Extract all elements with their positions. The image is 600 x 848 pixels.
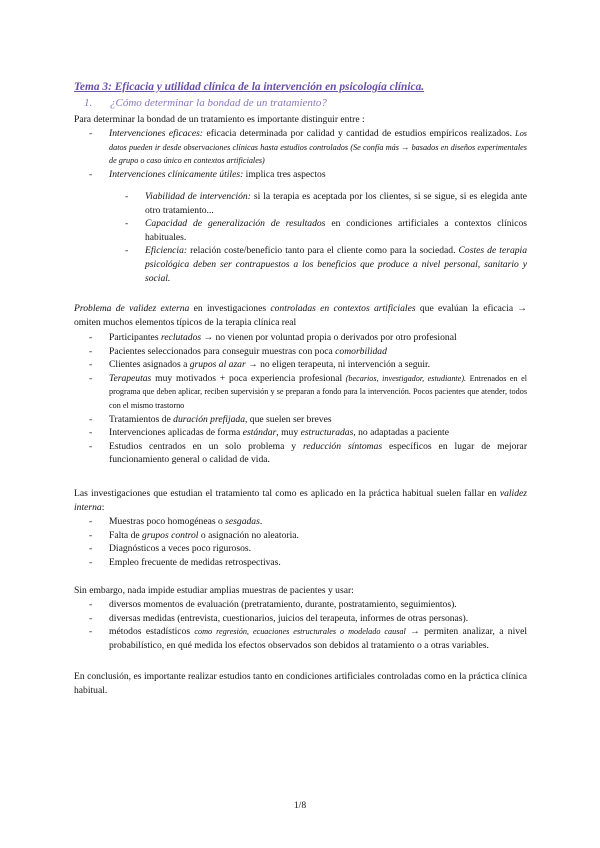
list-item: - Intervenciones eficaces: eficacia determinada por calidad y cantidad de estudios empíricos realizados. Los datos pueden ir desde observaciones clínicas hasta estudios controlados (Se confía más → basados en diseños experimentales de grupo o caso único en contextos artificiales): [89, 128, 527, 166]
list-item: - Capacidad de generalización de resultados en condiciones artificiales a contextos clínicos habituales.: [125, 218, 527, 243]
list-item: - Participantes reclutados → no vienen por voluntad propia o derivados por otro profesional: [89, 332, 457, 343]
list-item: - Clientes asignados a grupos al azar → no eligen terapeuta, ni intervención a seguir.: [89, 359, 431, 371]
utility-sublist: [125, 190, 527, 285]
list-item: - Intervenciones clínicamente útiles: implica tres aspectos: [89, 168, 326, 180]
page-title: Tema 3: Eficacia y utilidad clínica de la intervención en psicología clínica.: [74, 81, 425, 93]
section-heading-text: ¿Cómo determinar la bondad de un tratamiento?: [110, 97, 327, 109]
list-item: - Terapeutas muy motivados + poca experiencia profesional (becarios, investigador, estudiante). Entrenados en el programa que deben aplicar, reciben supervisión y se preparan a fondo para la intervención. Pocos pacientes que atender, todos con el mismo trastorno: [89, 372, 527, 410]
however-paragraph: Sin embargo, nada impide estudiar amplias muestras de pacientes y usar:: [74, 585, 354, 596]
intro-paragraph: Para determinar la bondad de un tratamiento es importante distinguir entre :: [74, 114, 365, 125]
list-item: - métodos estadísticos como regresión, ecuaciones estructurales o modelado causal → permiten analizar, a nivel probabilístico, en qué medida los efectos observados son debidos al tratamiento o a otras variables.: [89, 626, 527, 651]
section-number: 1.: [84, 97, 93, 109]
external-validity-paragraph: Problema de validez externa en investigaciones controladas en contextos artificiales que evalúan la eficacia → omiten muchos elementos típicos de la terapia clínica real: [74, 303, 527, 328]
list-item: - diversas medidas (entrevista, cuestionarios, juicios del terapeuta, informes de otras personas).: [89, 612, 469, 624]
list-item: - Falta de grupos control o asignación no aleatoria.: [89, 529, 299, 541]
list-item: - Eficiencia: relación coste/beneficio tanto para el cliente como para la sociedad. Costes de terapia psicológica deben ser contrapuestos a los beneficios que produce a nivel personal, sanitario y social.: [125, 245, 527, 284]
section-heading: [84, 97, 327, 109]
list-item: - Empleo frecuente de medidas retrospectivas.: [89, 556, 281, 568]
criteria-list: [89, 127, 527, 181]
methods-list: [89, 598, 527, 652]
conclusion-paragraph: En conclusión, es importante realizar estudios tanto en condiciones artificiales controladas como en la práctica clínica habitual.: [74, 671, 527, 696]
list-item: - Muestras poco homogéneas o sesgadas.: [89, 516, 263, 527]
list-item: - Tratamientos de duración prefijada, que suelen ser breves: [89, 413, 332, 425]
list-item: - Diagnósticos a veces poco rigurosos.: [89, 543, 252, 555]
list-item: - diversos momentos de evaluación (pretratamiento, durante, postratamiento, seguimientos).: [89, 599, 457, 610]
list-item: - Pacientes seleccionados para conseguir muestras con poca comorbilidad: [89, 345, 387, 357]
list-item: - Estudios centrados en un solo problema y reducción síntomas específicos en lugar de mejorar funcionamiento general o calidad de vida.: [89, 440, 528, 466]
list-item: - Intervenciones aplicadas de forma estándar, muy estructuradas, no adaptadas a paciente: [89, 427, 449, 439]
internal-validity-paragraph: Las investigaciones que estudian el tratamiento tal como es aplicado en la práctica habitual suelen fallar en validez interna:: [74, 488, 527, 513]
page-number: 1/8: [293, 800, 307, 811]
list-item: - Viabilidad de intervención: si la terapia es aceptada por los clientes, si se sigue, si es elegida ante otro tratamiento...: [125, 191, 527, 216]
external-validity-list: [89, 331, 528, 467]
internal-validity-list: [89, 515, 527, 569]
